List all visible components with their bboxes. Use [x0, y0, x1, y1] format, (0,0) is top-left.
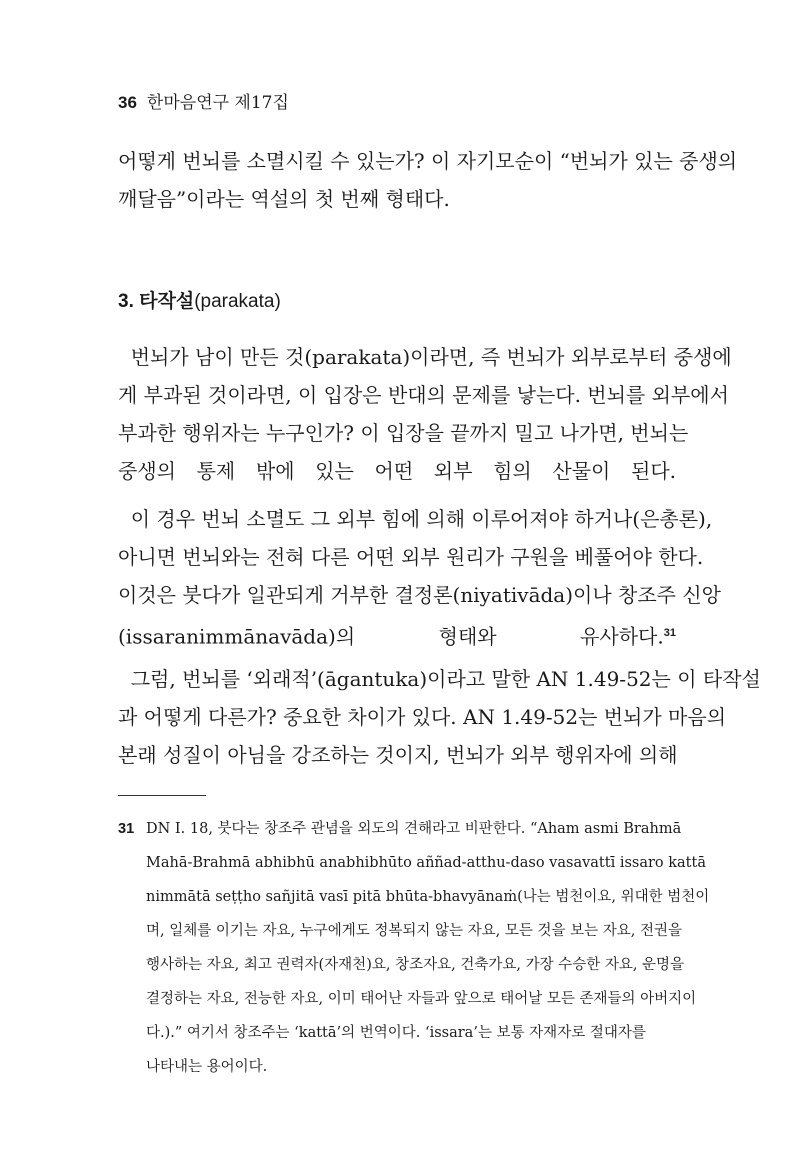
footnote-line: DN I. 18, 붓다는 창조주 관념을 외도의 견해라고 비판한다. “Aham asmi Brahmā [146, 821, 682, 837]
text-line: 어떻게 번뇌를 소멸시킬 수 있는가? 이 자기모순이 “번뇌가 있는 중생의 [118, 149, 738, 173]
footnote-body [146, 812, 710, 1084]
text-line: 본래 성질이 아님을 강조하는 것이지, 번뇌가 외부 행위자에 의해 [118, 743, 678, 767]
section-heading [118, 286, 281, 313]
journal-title: 한마음연구 제17집 [146, 93, 289, 113]
running-header [118, 88, 289, 113]
footnote-line: 행사하는 자요, 최고 권력자(자재천)요, 창조자요, 건축가요, 가장 수승한 자요, 운명을 [146, 957, 685, 973]
text-line: 과 어떻게 다른가? 중요한 차이가 있다. AN 1.49-52는 번뇌가 마음의 [118, 705, 727, 729]
text-line: 그럼, 번뇌를 ‘외래적’(āgantuka)이라고 말한 AN 1.49-52는 이 타작설 [118, 667, 761, 691]
text-line [118, 614, 676, 656]
footnote-line: Mahā-Brahmā abhibhū anabhibhūto aññad-atthu-daso vasavattī issaro kattā [146, 855, 706, 871]
footnote-number: 31 [118, 821, 135, 837]
text-line: 번뇌가 남이 만든 것(parakata)이라면, 즉 번뇌가 외부로부터 중생에 [118, 345, 732, 369]
paragraph-2 [118, 500, 721, 656]
section-number: 3. [118, 291, 134, 312]
text-line-content: (issaranimmānavāda)의 형태와 유사하다. [118, 624, 664, 649]
footnote-line: 나타내는 용어이다. [146, 1059, 268, 1075]
page-number: 36 [118, 93, 137, 112]
text-line: 중생의 통제 밖에 있는 어떤 외부 힘의 산물이 된다. [118, 459, 676, 483]
text-line: 게 부과된 것이라면, 이 입장은 반대의 문제를 낳는다. 번뇌를 외부에서 [118, 383, 729, 407]
footnote-line: 며, 일체를 이기는 자요, 누구에게도 정복되지 않는 자요, 모든 것을 보는 자요, 전권을 [146, 923, 682, 939]
text-line: 이 경우 번뇌 소멸도 그 외부 힘에 의해 이루어져야 하거나(은총론), [118, 507, 713, 531]
text-line: 아니면 번뇌와는 전혀 다른 어떤 외부 원리가 구원을 베풀어야 한다. [118, 545, 704, 569]
footnote-divider [118, 795, 206, 796]
footnote-line: nimmātā seṭṭho sañjitā vasī pitā bhūta-bhavyānaṁ(나는 범천이요, 위대한 범천이 [146, 889, 710, 905]
text-line: 부과한 행위자는 누구인가? 이 입장을 끝까지 밀고 나가면, 번뇌는 [118, 421, 689, 445]
footnote [118, 812, 710, 1084]
text-line: 깨달음”이라는 역설의 첫 번째 형태다. [118, 187, 450, 211]
footnote-reference[interactable]: 31 [663, 627, 676, 639]
section-title: 타작설 [139, 291, 195, 312]
footnote-line: 결정하는 자요, 전능한 자요, 이미 태어난 자들과 앞으로 태어날 모든 존재들의 아버지이 [146, 991, 697, 1007]
paragraph-1 [118, 338, 732, 490]
footnote-line: 다.).” 여기서 창조주는 ‘kattā’의 번역이다. ‘issara’는 보통 자재자로 절대자를 [146, 1025, 646, 1041]
intro-paragraph [118, 142, 738, 218]
section-title-latin: (parakata) [194, 291, 281, 312]
paragraph-3 [118, 660, 761, 774]
text-line: 이것은 붓다가 일관되게 거부한 결정론(niyativāda)이나 창조주 신앙 [118, 583, 721, 607]
